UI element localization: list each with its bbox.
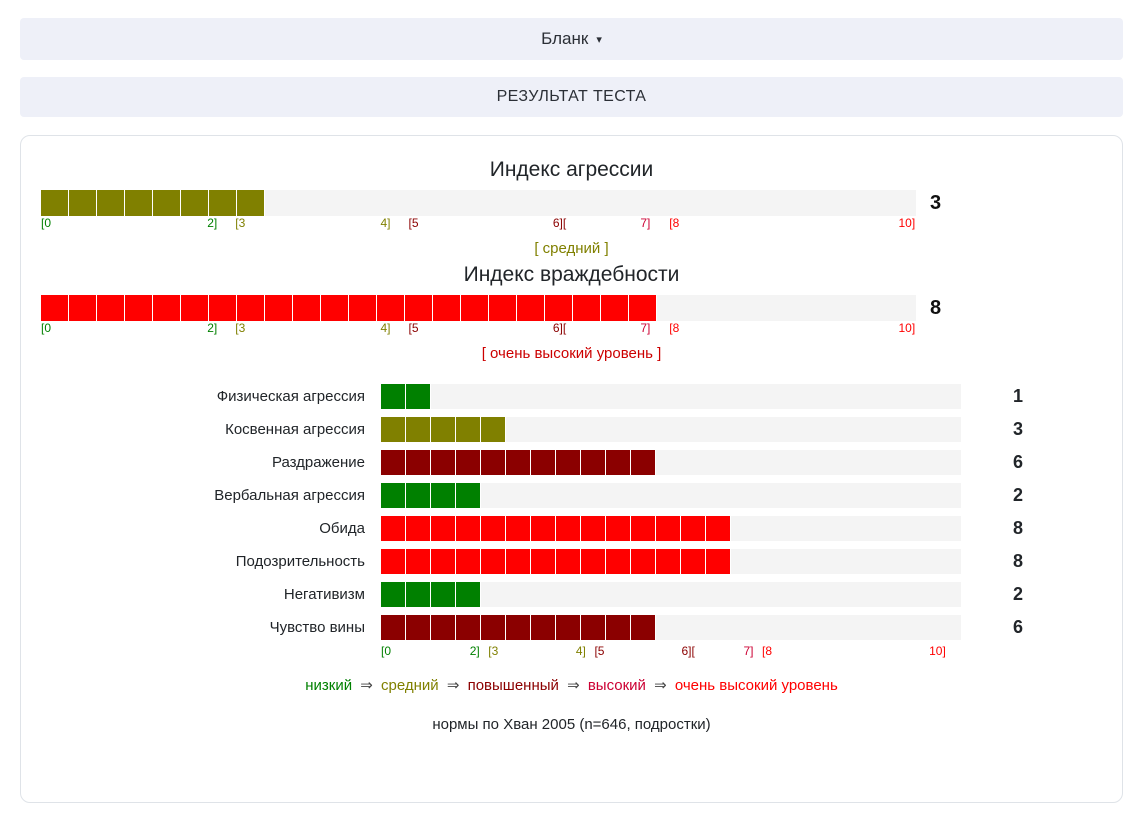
scale-tick: [5	[408, 216, 419, 230]
bar-segment	[97, 295, 125, 321]
bar-segment	[381, 417, 406, 442]
scale-tick: [3	[235, 321, 246, 335]
bar-segment	[506, 450, 531, 475]
bar-segment	[706, 549, 731, 574]
bar-segment	[431, 582, 456, 607]
subscale-bar-track	[381, 615, 961, 640]
index-value: 3	[930, 191, 942, 214]
bar-segment	[406, 417, 431, 442]
subscale-bar-track	[381, 582, 961, 607]
scale-tick: 6][	[681, 644, 695, 658]
subscale-row	[41, 578, 1102, 611]
bar-segment	[456, 450, 481, 475]
subscale-row	[41, 479, 1102, 512]
bar-segment	[406, 450, 431, 475]
subscale-list	[41, 380, 1102, 644]
scale-tick: [8	[669, 216, 680, 230]
subscale-value: 2	[1012, 485, 1023, 505]
scale-tick: 7]	[640, 216, 651, 230]
index-bar-row	[41, 295, 1102, 321]
index-bar-row	[41, 190, 1102, 216]
bar-segment	[209, 190, 237, 216]
subscale-row	[41, 446, 1102, 479]
bar-segment	[381, 483, 406, 508]
scale-tick: 2]	[207, 321, 218, 335]
subscale-label: Физическая агрессия	[216, 388, 365, 405]
subscale-value: 3	[1012, 419, 1023, 439]
bar-segment	[431, 483, 456, 508]
scale-tick: [8	[669, 321, 680, 335]
bar-segment	[433, 295, 461, 321]
scale-tick: 6][	[552, 216, 567, 230]
subscale-bar-track	[381, 483, 961, 508]
scale-tick: [8	[762, 644, 773, 658]
bar-segment	[606, 450, 631, 475]
legend-arrow-icon: ⇒	[649, 677, 671, 694]
subscale-label: Обида	[319, 520, 365, 537]
scale-tick: [0	[41, 321, 52, 335]
bar-segment	[573, 295, 601, 321]
index-bar-track	[41, 295, 916, 321]
subscale-row	[41, 512, 1102, 545]
bar-segment	[531, 615, 556, 640]
bar-segment	[481, 450, 506, 475]
bar-segment	[181, 190, 209, 216]
bar-segment	[556, 549, 581, 574]
bar-segment	[631, 516, 656, 541]
bar-segment	[606, 549, 631, 574]
index-verdict: [ средний ]	[534, 240, 609, 257]
scale-tick: [5	[408, 321, 419, 335]
index-value: 8	[930, 296, 942, 319]
subscale-value: 1	[1012, 386, 1023, 406]
subscale-bar-track	[381, 450, 961, 475]
bar-segment	[481, 516, 506, 541]
scale-tick: 7]	[743, 644, 754, 658]
bar-segment	[406, 384, 431, 409]
bar-segment	[431, 450, 456, 475]
bar-segment	[406, 516, 431, 541]
scale-tick: [5	[594, 644, 605, 658]
subscale-value: 6	[1012, 452, 1023, 472]
bar-segment	[431, 417, 456, 442]
subscale-value: 8	[1012, 518, 1023, 538]
bar-segment	[237, 295, 265, 321]
scale-tick: 4]	[575, 644, 586, 658]
bar-segment	[481, 417, 506, 442]
subscale-bar-track	[381, 417, 961, 442]
bar-segment	[97, 190, 125, 216]
bar-segment	[531, 549, 556, 574]
subscale-label: Раздражение	[271, 454, 365, 471]
bar-segment	[606, 615, 631, 640]
bar-segment	[556, 516, 581, 541]
bar-segment	[681, 516, 706, 541]
bar-segment	[153, 295, 181, 321]
subscale-row	[41, 380, 1102, 413]
bar-segment	[406, 483, 431, 508]
subscale-row	[41, 413, 1102, 446]
bar-segment	[406, 582, 431, 607]
bar-segment	[629, 295, 657, 321]
section-header	[20, 77, 1123, 117]
index-title: Индекс враждебности	[463, 263, 680, 286]
index-title: Индекс агрессии	[489, 158, 654, 181]
bar-segment	[293, 295, 321, 321]
subscale-value: 6	[1012, 617, 1023, 637]
index-verdict: [ очень высокий уровень ]	[481, 345, 662, 362]
bar-segment	[349, 295, 377, 321]
bar-segment	[581, 450, 606, 475]
bar-segment	[41, 295, 69, 321]
scale-tick: 6][	[552, 321, 567, 335]
index-block-hostility	[41, 263, 1102, 362]
bar-segment	[456, 615, 481, 640]
legend-arrow-icon: ⇒	[356, 677, 378, 694]
bar-segment	[69, 295, 97, 321]
index-bar-track	[41, 190, 916, 216]
bar-segment	[531, 450, 556, 475]
bar-segment	[405, 295, 433, 321]
subscale-label: Чувство вины	[269, 619, 365, 636]
bar-segment	[181, 295, 209, 321]
bar-segment	[506, 516, 531, 541]
scale-tick: 7]	[640, 321, 651, 335]
scale-tick: 4]	[380, 321, 391, 335]
chevron-down-icon[interactable]: ▾	[596, 33, 602, 46]
bar-segment	[481, 615, 506, 640]
page-root	[0, 18, 1143, 819]
bar-segment	[581, 516, 606, 541]
bar-segment	[481, 549, 506, 574]
scale-tick: 2]	[469, 644, 480, 658]
bar-segment	[406, 615, 431, 640]
scale-spacer	[41, 644, 381, 662]
subscale-scale	[381, 644, 961, 662]
bar-segment	[456, 582, 481, 607]
bar-segment	[456, 483, 481, 508]
bar-segment	[461, 295, 489, 321]
bar-segment	[581, 615, 606, 640]
subscale-value: 2	[1012, 584, 1023, 604]
bar-segment	[431, 549, 456, 574]
legend-item: повышенный	[467, 677, 559, 694]
bar-segment	[431, 516, 456, 541]
legend-item: низкий	[305, 677, 353, 694]
bar-segment	[631, 615, 656, 640]
legend-arrow-icon: ⇒	[562, 677, 584, 694]
bar-segment	[377, 295, 405, 321]
scale-tick: [0	[381, 644, 392, 658]
bar-segment	[381, 516, 406, 541]
bar-segment	[556, 615, 581, 640]
bar-segment	[456, 417, 481, 442]
subscale-label: Косвенная агрессия	[225, 421, 365, 438]
index-block-aggression	[41, 158, 1102, 257]
bar-segment	[381, 450, 406, 475]
bar-segment	[631, 450, 656, 475]
subscale-row	[41, 545, 1102, 578]
subscale-bar-track	[381, 549, 961, 574]
legend-arrow-icon: ⇒	[442, 677, 464, 694]
result-card	[20, 135, 1123, 803]
legend-item: очень высокий уровень	[674, 677, 838, 694]
bar-segment	[69, 190, 97, 216]
norms-note: нормы по Хван 2005 (n=646, подростки)	[432, 716, 711, 733]
scale-tick: 10]	[929, 644, 946, 658]
bar-segment	[209, 295, 237, 321]
scale-tick: [3	[488, 644, 499, 658]
subscale-label: Подозрительность	[235, 553, 365, 570]
bar-segment	[381, 549, 406, 574]
bar-segment	[456, 549, 481, 574]
bar-segment	[656, 516, 681, 541]
bar-segment	[431, 615, 456, 640]
bar-segment	[489, 295, 517, 321]
scale-tick: [0	[41, 216, 52, 230]
scale-tick: 10]	[898, 216, 916, 230]
bar-segment	[41, 190, 69, 216]
scale-tick: 10]	[898, 321, 916, 335]
bar-segment	[237, 190, 265, 216]
bar-segment	[381, 384, 406, 409]
subscale-value: 8	[1012, 551, 1023, 571]
subscale-label: Вербальная агрессия	[214, 487, 365, 504]
scale-tick: 4]	[380, 216, 391, 230]
subscale-label: Негативизм	[283, 586, 365, 603]
section-title: РЕЗУЛЬТАТ ТЕСТА	[496, 88, 647, 105]
bar-segment	[506, 615, 531, 640]
bar-segment	[506, 549, 531, 574]
index-scale	[41, 216, 916, 232]
bar-segment	[601, 295, 629, 321]
bar-segment	[456, 516, 481, 541]
bar-segment	[581, 549, 606, 574]
bar-segment	[681, 549, 706, 574]
bar-segment	[606, 516, 631, 541]
form-selector[interactable]	[20, 18, 1123, 60]
bar-segment	[321, 295, 349, 321]
subscale-bar-track	[381, 384, 961, 409]
bar-segment	[517, 295, 545, 321]
bar-segment	[125, 190, 153, 216]
bar-segment	[631, 549, 656, 574]
bar-segment	[125, 295, 153, 321]
bar-segment	[406, 549, 431, 574]
scale-tick: 2]	[207, 216, 218, 230]
legend-item: средний	[381, 677, 439, 694]
bar-segment	[381, 582, 406, 607]
subscale-row	[41, 611, 1102, 644]
form-title: Бланк	[541, 29, 589, 48]
bar-segment	[531, 516, 556, 541]
subscale-scale-row	[41, 644, 1102, 662]
bar-segment	[706, 516, 731, 541]
bar-segment	[656, 549, 681, 574]
scale-tick: [3	[235, 216, 246, 230]
bar-segment	[545, 295, 573, 321]
legend	[41, 676, 1102, 694]
bar-segment	[381, 615, 406, 640]
subscale-bar-track	[381, 516, 961, 541]
bar-segment	[556, 450, 581, 475]
legend-item: высокий	[587, 677, 646, 694]
index-scale	[41, 321, 916, 337]
bar-segment	[265, 295, 293, 321]
bar-segment	[153, 190, 181, 216]
